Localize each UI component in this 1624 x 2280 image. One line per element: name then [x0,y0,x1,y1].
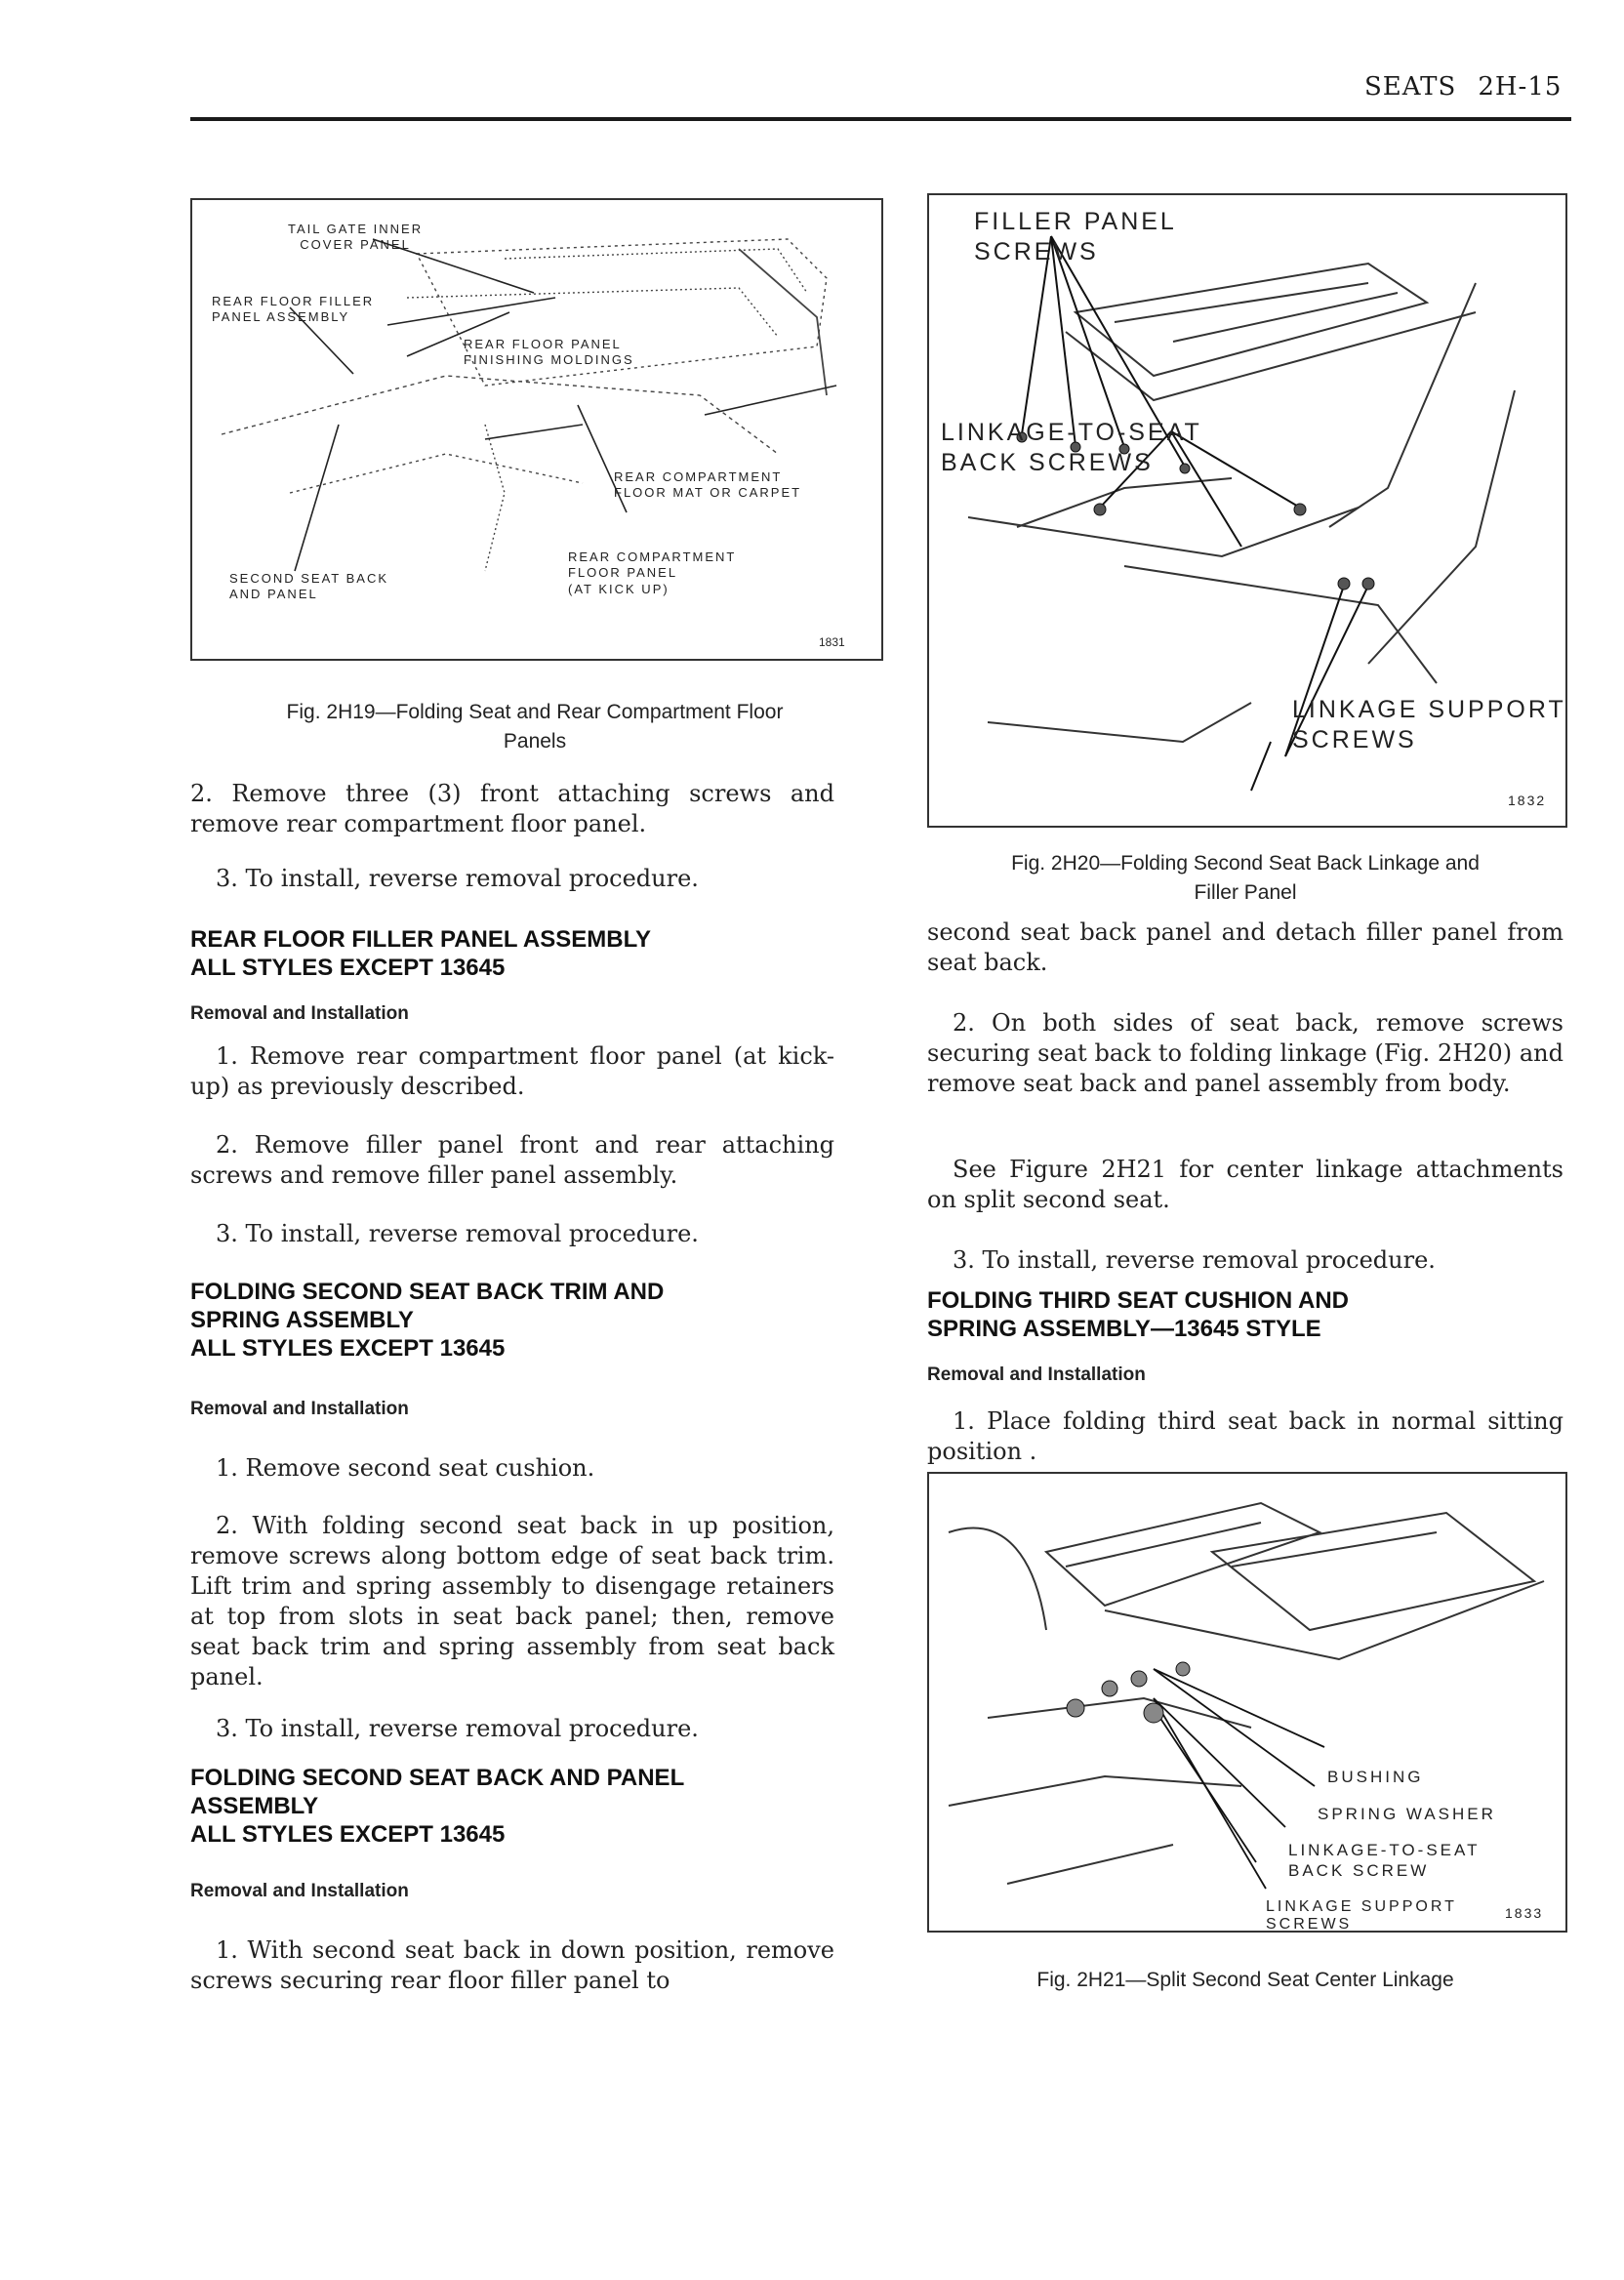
left-paragraph-1: 2. Remove three (3) front attaching screws and remove rear compartment floor panel. [190,780,834,837]
label-bushing: BUSHING [1327,1768,1424,1786]
figure-2h21 [927,1472,1567,1933]
left-paragraph-3: 1. Remove rear compartment floor panel (at kick-up) as previously described. [190,1042,834,1100]
right-paragraph-2: 2. On both sides of seat back, remove screws securing seat back to folding linkage (Fig. 2H20) and remove seat back and panel assembly from body. [927,1009,1563,1097]
label-linkage-support-screws: LINKAGE SUPPORT SCREWS [1266,1898,1457,1933]
left-paragraph-6: 1. Remove second seat cushion. [216,1454,595,1482]
subheading-removal-2: Removal and Installation [190,1399,409,1419]
figure-2h19-number: 1831 [819,635,845,649]
label-spring-washer: SPRING WASHER [1318,1805,1496,1823]
label-compartment-floor-panel: REAR COMPARTMENT FLOOR PANEL (AT KICK UP) [568,550,737,596]
right-paragraph-3: See Figure 2H21 for center linkage attachments on split second seat. [927,1156,1563,1213]
figure-2h19-caption: Fig. 2H19—Folding Seat and Rear Compartment Floor Panels [286,701,784,753]
figure-2h20-number: 1832 [1508,793,1547,808]
right-paragraph-5: 1. Place folding third seat back in normal sitting position . [927,1407,1563,1465]
right-paragraph-1: second seat back panel and detach filler panel from seat back. [927,918,1563,976]
label-linkage-to-seat-back-screw: LINKAGE-TO-SEAT BACK SCREW [1288,1841,1481,1881]
left-paragraph-2: 3. To install, reverse removal procedure. [216,865,699,892]
header-rule [190,117,1571,121]
heading-second-seat-back-trim: FOLDING SECOND SEAT BACK TRIM AND SPRING ASSEMBLY ALL STYLES EXCEPT 13645 [190,1279,665,1362]
figure-2h21-caption: Fig. 2H21—Split Second Seat Center Linkage [1036,1969,1454,1991]
figure-2h20 [927,193,1567,828]
right-paragraph-4: 3. To install, reverse removal procedure. [953,1246,1436,1274]
label-floor-moldings: REAR FLOOR PANEL FINISHING MOLDINGS [464,337,634,368]
label-filler-panel-screws: FILLER PANEL SCREWS [974,208,1177,266]
left-paragraph-7: 2. With folding second seat back in up position, remove screws along bottom edge of seat back trim. Lift trim and spring assembly to disengage retainers at top from slots in seat back panel; then, remove seat back trim and spring assembly from seat back panel. [190,1512,834,1690]
figure-2h19 [190,198,883,661]
label-linkage-support-screws: LINKAGE SUPPORT SCREWS [1292,696,1566,754]
left-paragraph-4: 2. Remove filler panel front and rear attaching screws and remove filler panel assembly. [190,1131,834,1189]
figure-2h21-number: 1833 [1505,1905,1544,1921]
left-paragraph-5: 3. To install, reverse removal procedure. [216,1220,699,1247]
subheading-removal-4: Removal and Installation [927,1364,1146,1385]
subheading-removal-3: Removal and Installation [190,1881,409,1901]
subheading-removal-1: Removal and Installation [190,1003,409,1024]
heading-rear-floor-filler: REAR FLOOR FILLER PANEL ASSEMBLY ALL STYLES EXCEPT 13645 [190,926,652,981]
label-second-seat-back: SECOND SEAT BACK AND PANEL [229,571,388,602]
header-page-number: 2H-15 [1478,72,1563,102]
label-linkage-to-seat-screws: LINKAGE-TO-SEAT BACK SCREWS [941,419,1202,477]
heading-second-seat-back-panel: FOLDING SECOND SEAT BACK AND PANEL ASSEMBLY ALL STYLES EXCEPT 13645 [190,1765,685,1848]
header-section: SEATS [1364,72,1457,102]
left-paragraph-8: 3. To install, reverse removal procedure. [216,1715,699,1742]
page-header [1364,72,1562,102]
label-compartment-floor-mat: REAR COMPARTMENT FLOOR MAT OR CARPET [614,469,802,501]
label-rear-floor-filler: REAR FLOOR FILLER PANEL ASSEMBLY [212,294,375,325]
left-paragraph-9: 1. With second seat back in down position, remove screws securing rear floor filler panel to [190,1936,834,1994]
figure-2h20-caption: Fig. 2H20—Folding Second Seat Back Linkage and Filler Panel [1011,852,1480,904]
heading-third-seat-cushion: FOLDING THIRD SEAT CUSHION AND SPRING ASSEMBLY—13645 STYLE [927,1287,1349,1342]
label-tailgate-inner-cover: TAIL GATE INNER COVER PANEL [288,222,424,253]
